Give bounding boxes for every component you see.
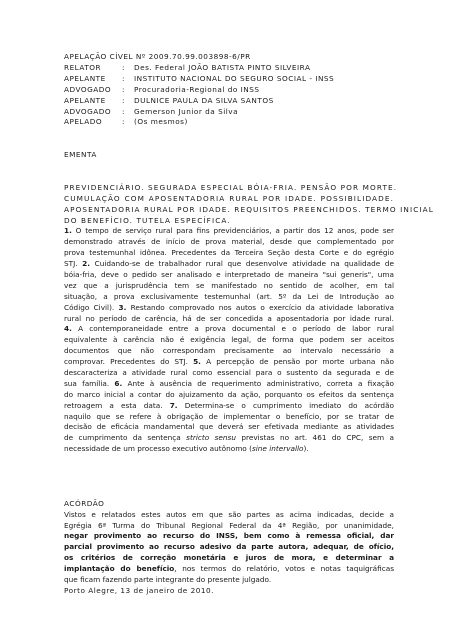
body-line: Egrégia 6ª Turma do Tribunal Regional Federal da 4ª Região, por unanimidade,: [64, 520, 394, 530]
party-name: INSTITUTO NACIONAL DO SEGURO SOCIAL - INSS: [134, 73, 335, 83]
party-row: [64, 117, 394, 128]
body-line: Vistos e relatados estes autos em que são partes as acima indicadas, decide a: [64, 509, 394, 519]
ementa-summary: [64, 182, 434, 227]
item-number: 4.: [64, 324, 72, 334]
item-number: 5.: [193, 357, 201, 367]
body-line: rural no período de carência, há de ser concedida a aposentadoria por idade rural.: [64, 313, 394, 323]
summary-line: CUMULAÇÃO COM APOSENTADORIA RURAL POR IDADE. POSSIBILIDADE.: [64, 193, 394, 203]
summary-line: DO BENEFÍCIO. TUTELA ESPECÍFICA.: [64, 215, 231, 225]
summary-line: PREVIDENCIÁRIO. SEGURADA ESPECIAL BÓIA-FRIA. PENSÃO POR MORTE.: [64, 182, 398, 192]
party-name: Gemerson Junior da Silva: [134, 106, 239, 116]
body-line: decisão de eficácia mandamental que deverá ser efetivada mediante as atividades: [64, 422, 394, 432]
summary-line: APOSENTADORIA RURAL POR IDADE. REQUISITOS PREENCHIDOS. TERMO INICIAL: [64, 204, 434, 214]
party-separator: :: [122, 95, 125, 105]
acordao-heading: ACÓRDÃO: [64, 498, 105, 508]
item-number: 6.: [114, 378, 123, 388]
party-role: RELATOR: [64, 62, 102, 72]
party-separator: :: [122, 84, 125, 94]
acordao-body: [64, 510, 394, 597]
party-separator: :: [122, 73, 125, 83]
party-row: [64, 107, 394, 118]
party-role: ADVOGADO: [64, 84, 112, 94]
item-number: 7.: [169, 400, 178, 410]
body-line: sua família. 6. Ante à ausência de requerimento administrativo, correta a fixação: [64, 378, 394, 388]
party-row: [64, 74, 394, 85]
party-separator: :: [122, 62, 125, 72]
party-row: [64, 85, 394, 96]
item-number: 2.: [82, 259, 91, 269]
body-line: 4. A contemporaneidade entre a prova documental e o período de labor rural: [64, 324, 394, 334]
ementa-heading: EMENTA: [64, 150, 97, 160]
body-line: STJ. 2. Cuidando-se de trabalhador rural que desenvolve atividade na qualidade de: [64, 259, 394, 269]
case-number: APELAÇÃO CÍVEL Nº 2009.70.99.003898-6/PR: [64, 52, 251, 61]
body-line: do marco inicial a contar do ajuizamento da ação, porquanto os efeitos da sentença: [64, 389, 394, 399]
body-line: documentos que não correspondam precisamente ao intervalo necessário a: [64, 346, 394, 356]
body-line: bóia-fria, deve o pedido ser analisado e interpretado de maneira "sui generis", uma: [64, 269, 394, 279]
body-line: parcial provimento ao recurso adesivo da parte autora, adequar, de ofício,: [64, 542, 394, 552]
party-name: Des. Federal JOÃO BATISTA PINTO SILVEIRA: [134, 62, 311, 72]
party-row: [64, 63, 394, 74]
body-line: necessidade de um processo executivo autônomo (sine intervallo).: [64, 444, 309, 454]
party-role: APELANTE: [64, 95, 106, 105]
party-role: ADVOGADO: [64, 106, 112, 116]
body-line: 1. O tempo de serviço rural para fins previdenciários, a partir dos 12 anos, pode ser: [64, 226, 394, 236]
party-separator: :: [122, 106, 125, 116]
party-name: (Os mesmos): [134, 117, 188, 127]
body-line: implantação do benefício, nos termos do relatório, votos e notas taquigráficas: [64, 564, 394, 574]
body-line: demonstrado através de início de prova material, desde que complementado por: [64, 237, 394, 247]
body-line: de cumprimento da sentença stricto sensu previstas no art. 461 do CPC, sem a: [64, 433, 394, 443]
parties-table: [64, 63, 394, 128]
party-name: Procuradoria-Regional do INSS: [134, 84, 260, 94]
document-page: [64, 52, 434, 597]
party-separator: :: [122, 117, 125, 127]
body-line: situação, a prova exclusivamente testemunhal (art. 5º da Lei de Introdução ao: [64, 291, 394, 301]
body-line: naquilo que se refere à obrigação de implementar o benefício, por se tratar de: [64, 411, 394, 421]
date-line: Porto Alegre, 13 de janeiro de 2010.: [64, 585, 214, 595]
body-line: os critérios de correção monetária e juros de mora, e determinar a: [64, 553, 394, 563]
party-role: APELADO: [64, 117, 103, 127]
party-role: APELANTE: [64, 73, 106, 83]
body-line: que ficam fazendo parte integrante do presente julgado.: [64, 574, 272, 584]
body-line: prova testemunhal idônea. Precedentes da Terceira Seção desta Corte e do egrégio: [64, 248, 394, 258]
item-number: 3.: [118, 302, 127, 312]
ementa-body: [64, 226, 394, 455]
body-line: comprovar. Precedentes do STJ. 5. A percepção de pensão por morte urbana não: [64, 357, 394, 367]
body-line: Código Civil). 3. Restando comprovado nos autos o exercício da atividade laborativa: [64, 302, 395, 312]
body-line: negar provimento ao recurso do INSS, bem como à remessa oficial, dar: [64, 531, 394, 541]
party-row: [64, 96, 394, 107]
item-number: 1.: [64, 226, 72, 236]
party-name: DULNICE PAULA DA SILVA SANTOS: [134, 95, 274, 105]
body-line: equivalente à carência não é exigência legal, de forma que podem ser aceitos: [64, 335, 394, 345]
body-line: retroagem a esta data. 7. Determina-se o cumprimento imediato do acórdão: [64, 400, 394, 410]
body-line: descaracteriza a atividade rural como essencial para o sustento da segurada e de: [64, 367, 394, 377]
body-line: vez que a jurisprudência tem se manifestado no sentido de acolher, em tal: [64, 280, 394, 290]
